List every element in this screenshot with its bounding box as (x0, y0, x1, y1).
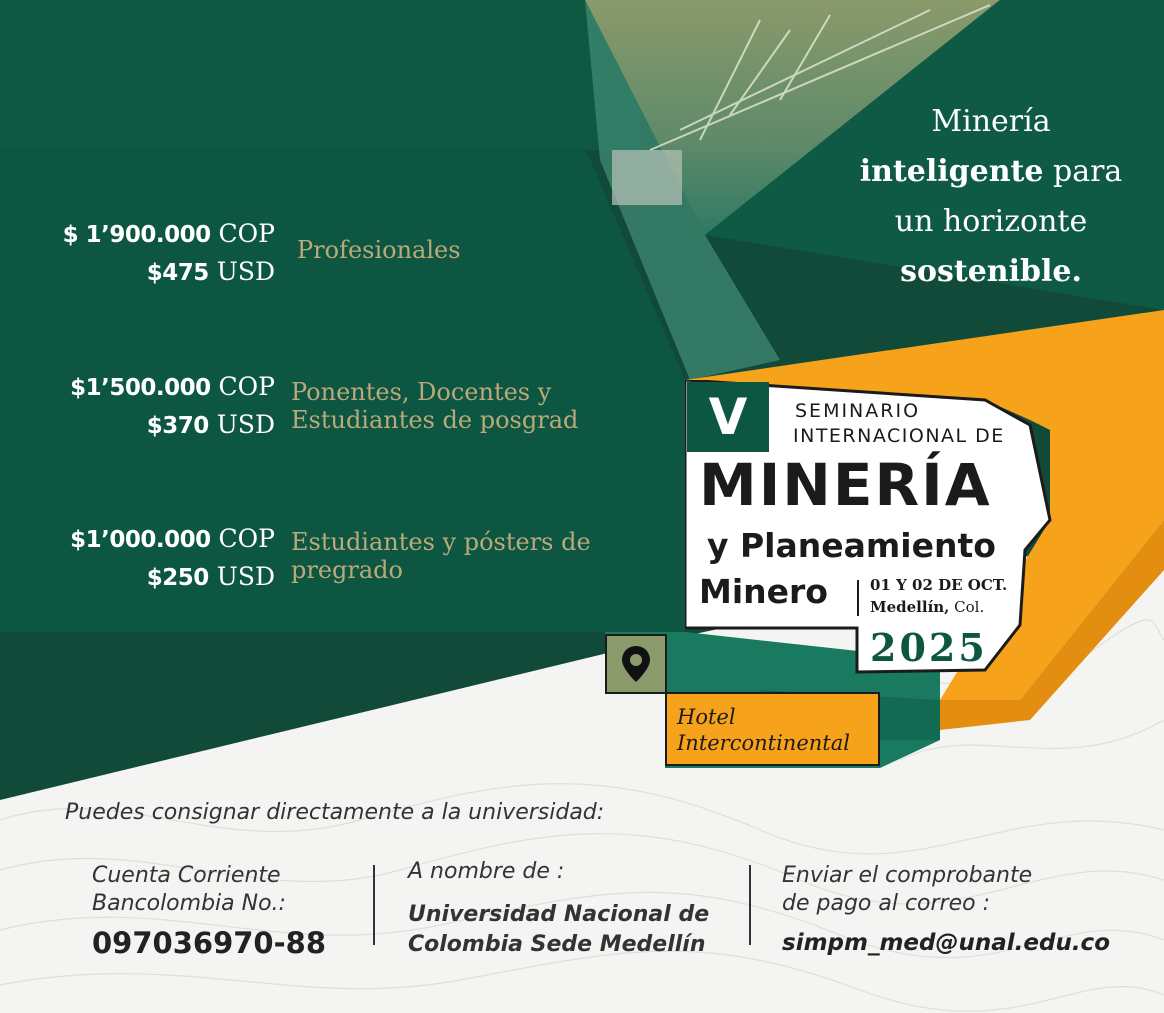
payment-divider-1 (373, 865, 375, 945)
price-cop-unit: COP (210, 524, 275, 553)
account-info (92, 862, 326, 960)
price-usd-amount: $475 (146, 260, 209, 286)
account-label-line-2: Bancolombia No.: (92, 891, 286, 916)
venue-line-2: Intercontinental (677, 731, 850, 755)
account-holder (408, 858, 709, 960)
location-pin-box (605, 634, 667, 694)
holder-label: A nombre de : (408, 859, 565, 884)
price-label-line: Estudiantes y pósters de (291, 528, 591, 556)
tagline-line-1: Minería (931, 104, 1051, 139)
event-title-minero: Minero (699, 572, 828, 611)
map-pin-icon (607, 636, 665, 692)
tagline (846, 97, 1136, 297)
price-cop-unit: COP (210, 372, 275, 401)
price-usd-unit: USD (208, 410, 275, 439)
edition-badge (687, 382, 769, 452)
price-label-line: Estudiantes de posgrad (291, 406, 579, 434)
price-cop-amount: $1’000.000 (70, 527, 211, 553)
price-usd-2 (0, 406, 275, 445)
price-label-3 (291, 528, 621, 584)
price-usd-1 (0, 253, 275, 292)
event-year: 2025 (870, 625, 988, 670)
price-label-line: pregrado (291, 556, 403, 584)
tagline-para: para (1043, 154, 1123, 189)
tagline-line-3: un horizonte (894, 204, 1088, 239)
payment-heading: Puedes consignar directamente a la universidad: (65, 800, 605, 825)
account-number[interactable]: 097036970-88 (92, 926, 326, 960)
account-label-line-1: Cuenta Corriente (92, 863, 281, 888)
payment-divider-2 (749, 865, 751, 945)
title-divider (857, 580, 859, 616)
price-usd-amount: $250 (146, 565, 209, 591)
price-usd-unit: USD (208, 257, 275, 286)
price-label-line: Profesionales (297, 236, 461, 264)
email-label-line-1: Enviar el comprobante (782, 863, 1033, 888)
price-cop-1 (0, 215, 275, 254)
event-logo (685, 380, 1055, 630)
venue-box (665, 692, 880, 766)
price-cop-amount: $1’500.000 (70, 375, 211, 401)
tagline-bold-inteligente: inteligente (859, 154, 1044, 189)
event-city: Medellín, (870, 598, 950, 616)
event-date: 01 Y 02 DE OCT. (870, 576, 1008, 594)
price-cop-2 (0, 368, 275, 407)
event-title-planeamiento: y Planeamiento (707, 526, 996, 565)
tagline-bold-sostenible: sostenible. (900, 254, 1082, 289)
email-info (782, 862, 1110, 956)
price-usd-unit: USD (208, 562, 275, 591)
price-usd-3 (0, 558, 275, 597)
tagline-line-4 (846, 247, 1136, 297)
price-cop-amount: $ 1’900.000 (62, 222, 211, 248)
price-usd-amount: $370 (146, 413, 209, 439)
price-cop-unit: COP (210, 219, 275, 248)
price-label-2 (291, 378, 579, 434)
holder-name-line-1: Universidad Nacional de (408, 902, 710, 927)
event-location (870, 598, 984, 616)
price-label-line: Ponentes, Docentes y (291, 378, 552, 406)
edition-numeral: V (708, 388, 748, 446)
price-label-1 (297, 236, 461, 264)
event-title-mineria: MINERÍA (699, 451, 992, 519)
tagline-line-2 (846, 147, 1136, 197)
holder-name-line-2: Colombia Sede Medellín (408, 932, 706, 957)
email-address[interactable]: simpm_med@unal.edu.co (782, 930, 1110, 956)
event-country: Col. (949, 598, 985, 616)
price-cop-3 (0, 520, 275, 559)
email-label-line-2: de pago al correo : (782, 891, 990, 916)
internacional-label: INTERNACIONAL DE (793, 425, 1005, 447)
venue-line-1: Hotel (677, 705, 736, 729)
seminario-label: SEMINARIO (795, 400, 921, 422)
